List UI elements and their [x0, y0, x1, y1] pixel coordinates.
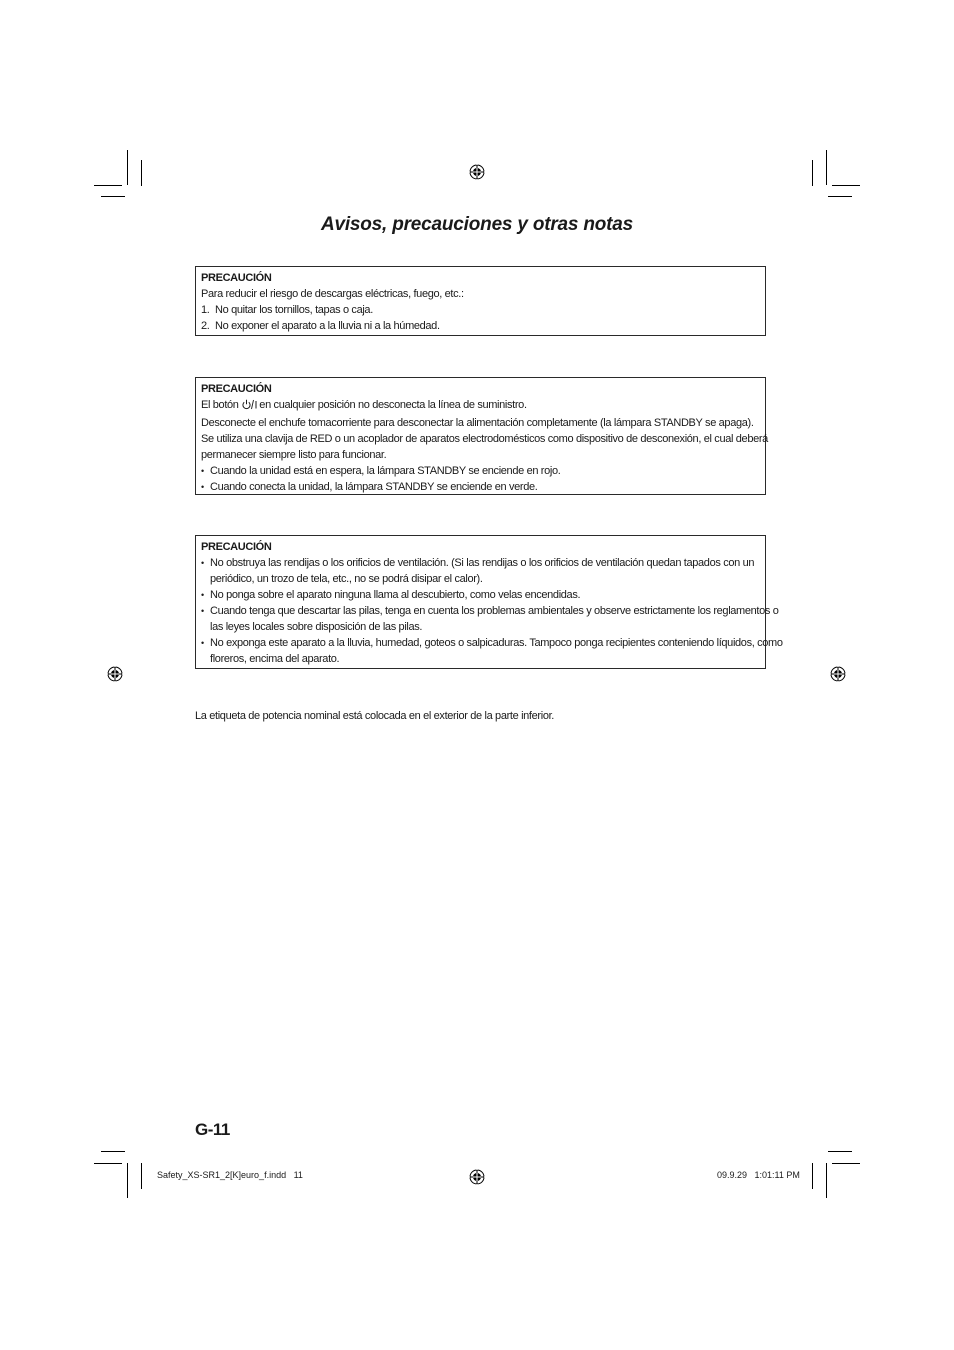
- caution-text: permanecer siempre listo para funcionar.: [201, 449, 387, 461]
- caution-box-1: [195, 266, 766, 336]
- caution-box-3: [195, 535, 783, 669]
- list-item: • No obstruya las rendijas o los orificios de ventilación. (Si las rendijas o los orificios de ventilación quedan tapados con un periódico, un trozo de tela, etc., no se podrá disipar el calor).: [201, 555, 760, 587]
- caution-text: El botón en cualquier posición no desconecta la línea de suministro.: [201, 397, 760, 415]
- slug-timestamp: 09.9.29 1:01:11 PM: [717, 1170, 800, 1180]
- caution-box-2: [195, 377, 766, 495]
- caution-text: Se utiliza una clavija de RED o un acoplador de aparatos electrodomésticos como dispositivo de desconexión, el cual deberá: [201, 433, 768, 445]
- list-item: 2. No exponer el aparato a la lluvia ni a la húmedad.: [201, 320, 440, 332]
- crop-mark: [141, 1163, 142, 1189]
- page-number: G-11: [195, 1120, 230, 1139]
- slug-filename: Safety_XS-SR1_2[K]euro_f.indd 11: [157, 1170, 303, 1180]
- rating-label-note: La etiqueta de potencia nominal está colocada en el exterior de la parte inferior.: [195, 710, 554, 722]
- power-standby-icon: [242, 399, 258, 415]
- crop-mark: [101, 1151, 125, 1152]
- crop-mark: [832, 1163, 860, 1164]
- crop-mark: [826, 150, 827, 185]
- caution-heading: PRECAUCIÓN: [201, 272, 272, 284]
- caution-heading: PRECAUCIÓN: [201, 541, 272, 553]
- page-title: Avisos, precauciones y otras notas: [320, 214, 634, 235]
- crop-mark: [812, 160, 813, 186]
- crop-mark: [94, 185, 122, 186]
- crop-mark: [826, 1163, 827, 1198]
- list-item: • Cuando tenga que descartar las pilas, tenga en cuenta los problemas ambientales y observe estrictamente los reglamentos o las leyes locales sobre disposición de las pilas.: [201, 603, 760, 635]
- crop-mark: [127, 150, 128, 185]
- crop-mark: [832, 185, 860, 186]
- caution-heading: PRECAUCIÓN: [201, 383, 272, 395]
- crop-mark: [94, 1163, 122, 1164]
- list-item: • No exponga este aparato a la lluvia, humedad, goteos o salpicaduras. Tampoco ponga recipientes conteniendo líquidos, como floreros, encima del aparato.: [201, 635, 760, 667]
- list-item: • No ponga sobre el aparato ninguna llama al descubierto, como velas encendidas.: [201, 587, 760, 603]
- registration-mark-icon: [107, 666, 123, 682]
- crop-mark: [812, 1163, 813, 1189]
- crop-mark: [141, 160, 142, 186]
- caution-text: Desconecte el enchufe tomacorriente para desconectar la alimentación completamente (la lámpara STANDBY se apaga).: [201, 417, 754, 429]
- crop-mark: [127, 1163, 128, 1198]
- registration-mark-icon: [830, 666, 846, 682]
- crop-mark: [828, 1151, 852, 1152]
- list-item: 1. No quitar los tornillos, tapas o caja.: [201, 304, 373, 316]
- registration-mark-icon: [469, 1169, 485, 1185]
- caution-intro: Para reducir el riesgo de descargas eléctricas, fuego, etc.:: [201, 288, 464, 300]
- registration-mark-icon: [469, 164, 485, 180]
- list-item: • Cuando la unidad está en espera, la lámpara STANDBY se enciende en rojo.: [201, 463, 760, 479]
- crop-mark: [828, 196, 852, 197]
- crop-mark: [101, 196, 125, 197]
- list-item: • Cuando conecta la unidad, la lámpara STANDBY se enciende en verde.: [201, 479, 760, 495]
